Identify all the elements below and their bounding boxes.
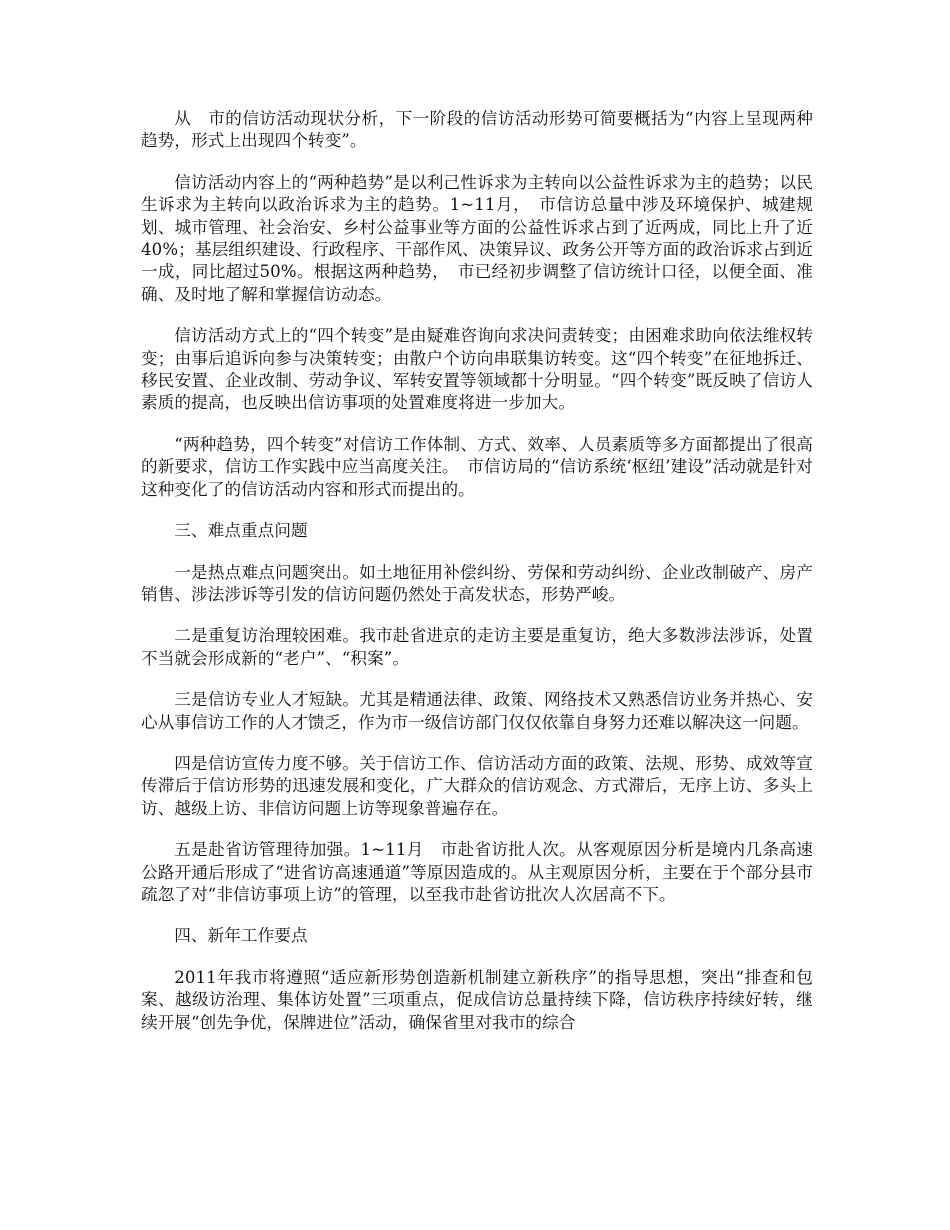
paragraph-2011-plan: 2011年我市将遵照“适应新形势创造新机制建立新秩序”的指导思想，突出“排查和包案、越级访治理、集体访处置”三项重点，促成信访总量持续下降，信访秩序持续好转，继续开展“创先争优，保牌进位”活动，确保省里对我市的综合 — [141, 967, 813, 1032]
document-body — [141, 108, 813, 1053]
section-heading-work-points: 四、新年工作要点 — [174, 926, 308, 946]
paragraph-repeat-visits: 二是重复访治理较困难。我市赴省进京的走访主要是重复访，绝大多数涉法涉诉，处置不当就会形成新的“老户”、“积案”。 — [141, 626, 813, 668]
paragraph-hotspot-issues: 一是热点难点问题突出。如土地征用补偿纠纷、劳保和劳动纠纷、企业改制破产、房产销售、涉法涉诉等引发的信访问题仍然处于高发状态，形势严峻。 — [141, 562, 813, 604]
paragraph-new-requirements: “两种趋势，四个转变”对信访工作体制、方式、效率、人员素质等多方面都提出了很高的新要求，信访工作实践中应当高度关注。 市信访局的“信访系统‘枢纽’建设”活动就是针对这种变化了的信访活动内容和形式而提出的。 — [141, 434, 813, 499]
paragraph-four-changes: 信访活动方式上的“四个转变”是由疑难咨询向求决问责转变；由困难求助向依法维权转变；由事后追诉向参与决策转变；由散户个访向串联集访转变。这“四个转变”在征地拆迁、移民安置、企业改制、劳动争议、军转安置等领域都十分明显。“四个转变”既反映了信访人素质的提高，也反映出信访事项的处置难度将进一步加大。 — [141, 326, 813, 413]
section-heading-difficulties: 三、难点重点问题 — [174, 521, 308, 541]
paragraph-two-trends: 信访活动内容上的“两种趋势”是以利己性诉求为主转向以公益性诉求为主的趋势；以民生诉求为主转向以政治诉求为主的趋势。1~11月， 市信访总量中涉及环境保护、城建规划、城市管理、社会治安、乡村公益事业等方面的公益性诉求占到了近两成，同比上升了近40%；基层组织建设、行政程序、干部作风、决策异议、政务公开等方面的政治诉求占到近一成，同比超过50%。根据这两种趋势， 市已经初步调整了信访统计口径，以便全面、准确、及时地了解和掌握信访动态。 — [141, 172, 813, 304]
paragraph-provincial-visits: 五是赴省访管理待加强。1~11月 市赴省访批人次。从客观原因分析是境内几条高速公路开通后形成了“进省访高速通道”等原因造成的。从主观原因分析，主要在于个部分县市疏忽了对“非信访事项上访”的管理，以至我市赴省访批次人次居高不下。 — [141, 840, 813, 904]
paragraph-trend-summary: 从 市的信访活动现状分析，下一阶段的信访活动形势可简要概括为“内容上呈现两种趋势，形式上出现四个转变”。 — [141, 109, 813, 151]
paragraph-publicity: 四是信访宣传力度不够。关于信访工作、信访活动方面的政策、法规、形势、成效等宣传滞后于信访形势的迅速发展和变化，广大群众的信访观念、方式滞后，无序上访、多头上访、越级上访、非信访问题上访等现象普遍存在。 — [141, 753, 813, 818]
paragraph-talent-shortage: 三是信访专业人才短缺。尤其是精通法律、政策、网络技术又熟悉信访业务并热心、安心从事信访工作的人才馈乏，作为市一级信访部门仅仅依靠自身努力还难以解决这一问题。 — [141, 690, 813, 732]
